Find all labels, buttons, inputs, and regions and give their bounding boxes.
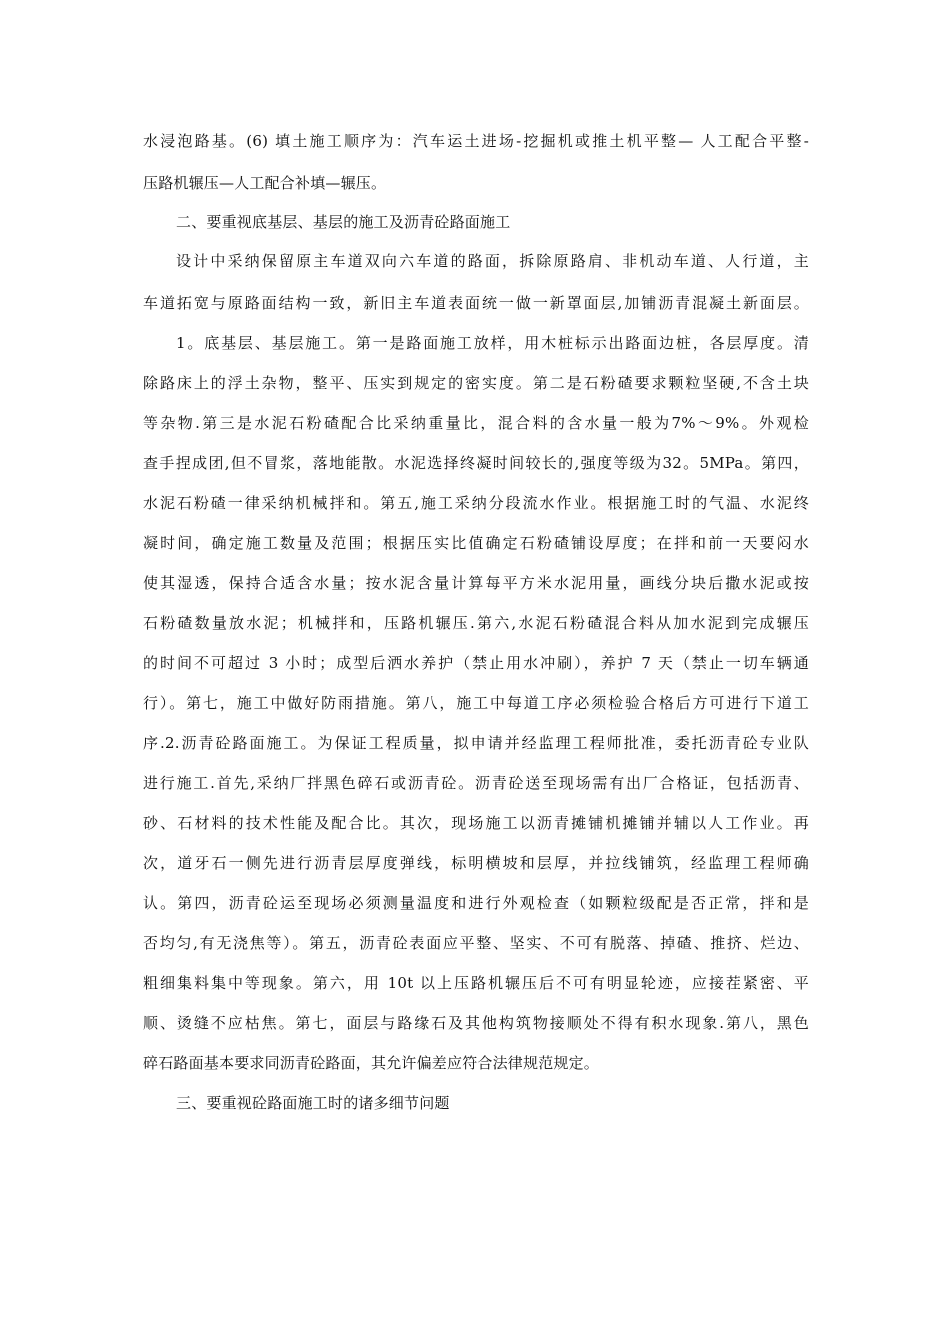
line-text: 否均匀,有无浇焦等）。第五，沥青砼表面应平整、坚实、不可有脱落、掉碴、推挤、烂边、 bbox=[143, 934, 809, 952]
line-text: 查手捏成团,但不冒浆，落地能散。水泥选择终凝时间较长的,强度等级为32。5MPa。第四， bbox=[143, 454, 809, 472]
line-text: 使其湿透，保持合适含水量；按水泥含量计算每平方米水泥用量，画线分块后撒水泥或按 bbox=[143, 574, 809, 592]
text-line bbox=[0, 248, 950, 274]
text-line bbox=[0, 1050, 950, 1076]
line-text: 水浸泡路基。(6) 填土施工顺序为：汽车运土进场-挖掘机或推土机平整— 人工配合平整- bbox=[143, 132, 809, 150]
text-line bbox=[0, 1010, 950, 1036]
text-line bbox=[0, 890, 950, 916]
text-line bbox=[0, 610, 950, 636]
line-text: 凝时间，确定施工数量及范围；根据压实比值确定石粉碴铺设厚度；在拌和前一天要闷水 bbox=[143, 534, 809, 552]
text-line bbox=[0, 450, 950, 476]
text-line bbox=[0, 410, 950, 436]
text-line bbox=[0, 850, 950, 876]
text-line bbox=[0, 370, 950, 396]
section-heading bbox=[0, 209, 950, 235]
text-line bbox=[0, 570, 950, 596]
line-text: 行）。第七，施工中做好防雨措施。第八，施工中每道工序必须检验合格后方可进行下道工 bbox=[143, 694, 809, 712]
line-text: 序.2.沥青砼路面施工。为保证工程质量，拟申请并经监理工程师批准，委托沥青砼专业队 bbox=[143, 734, 809, 752]
text-line bbox=[0, 290, 950, 316]
line-text: 1。底基层、基层施工。第一是路面施工放样，用木桩标示出路面边桩，各层厚度。清 bbox=[176, 334, 809, 352]
text-line bbox=[0, 170, 950, 196]
text-line bbox=[0, 530, 950, 556]
text-line bbox=[0, 930, 950, 956]
text-line bbox=[0, 490, 950, 516]
line-text: 的时间不可超过 3 小时；成型后洒水养护（禁止用水冲刷），养护 7 天（禁止一切车辆通 bbox=[143, 654, 809, 672]
line-text: 碎石路面基本要求同沥青砼路面，其允许偏差应符合法律规范规定。 bbox=[143, 1054, 600, 1072]
text-line bbox=[0, 770, 950, 796]
line-text: 砂、石材料的技术性能及配合比。其次，现场施工以沥青摊铺机摊铺并辅以人工作业。再 bbox=[143, 814, 809, 832]
text-line bbox=[0, 330, 950, 356]
line-text: 车道拓宽与原路面结构一致，新旧主车道表面统一做一新罩面层,加铺沥青混凝土新面层。 bbox=[143, 294, 809, 312]
line-text: 设计中采纳保留原主车道双向六车道的路面，拆除原路肩、非机动车道、人行道，主 bbox=[176, 252, 809, 270]
heading-text: 二、要重视底基层、基层的施工及沥青砼路面施工 bbox=[176, 213, 511, 231]
line-text: 进行施工.首先,采纳厂拌黑色碎石或沥青砼。沥青砼送至现场需有出厂合格证，包括沥青、 bbox=[143, 774, 809, 792]
section-heading bbox=[0, 1090, 950, 1116]
text-line bbox=[0, 810, 950, 836]
heading-text: 三、要重视砼路面施工时的诸多细节问题 bbox=[176, 1094, 450, 1112]
line-text: 水泥石粉碴一律采纳机械拌和。第五,施工采纳分段流水作业。根据施工时的气温、水泥终 bbox=[143, 494, 809, 512]
text-line bbox=[0, 128, 950, 154]
line-text: 认。第四，沥青砼运至现场必须测量温度和进行外观检查（如颗粒级配是否正常，拌和是 bbox=[143, 894, 809, 912]
text-line bbox=[0, 690, 950, 716]
line-text: 次，道牙石一侧先进行沥青层厚度弹线，标明横坡和层厚，并拉线铺筑，经监理工程师确 bbox=[143, 854, 809, 872]
text-line bbox=[0, 650, 950, 676]
line-text: 等杂物.第三是水泥石粉碴配合比采纳重量比，混合料的含水量一般为7%～9%。外观检 bbox=[143, 414, 809, 432]
text-line bbox=[0, 730, 950, 756]
text-line bbox=[0, 970, 950, 996]
line-text: 顺、烫缝不应枯焦。第七，面层与路缘石及其他构筑物接顺处不得有积水现象.第八，黑色 bbox=[143, 1014, 809, 1032]
line-text: 压路机辗压—人工配合补填—辗压。 bbox=[143, 174, 387, 192]
line-text: 粗细集料集中等现象。第六，用 10t 以上压路机辗压后不可有明显轮迹，应接茬紧密、平 bbox=[143, 974, 809, 992]
line-text: 石粉碴数量放水泥；机械拌和，压路机辗压.第六,水泥石粉碴混合料从加水泥到完成辗压 bbox=[143, 614, 809, 632]
line-text: 除路床上的浮土杂物，整平、压实到规定的密实度。第二是石粉碴要求颗粒坚硬,不含土块 bbox=[143, 374, 809, 392]
